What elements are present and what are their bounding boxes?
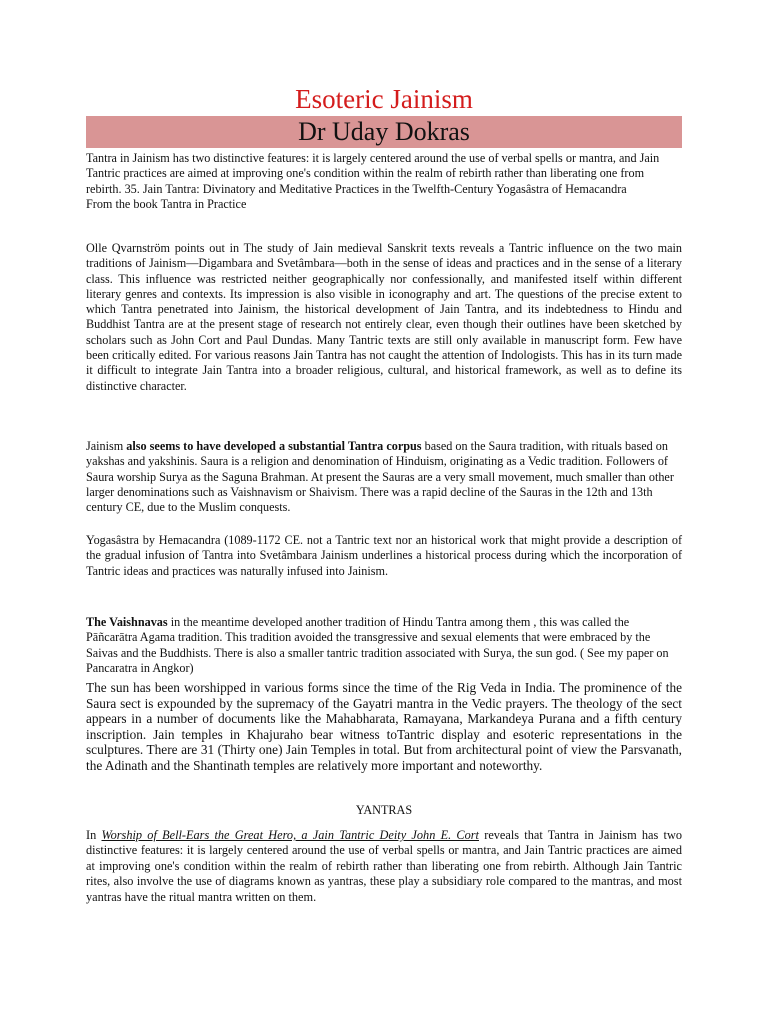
saura-lead: Jainism — [86, 439, 127, 453]
cort-rest: reveals that Tantra in Jainism has two distinctive features: it is largely centered around the use of verbal spells or mantra, and Jain Tantric practices are aimed at improving one's condition within the realm of rebirth rather than liberating one from rebirth. Although Jain Tantric rites, also involve the use of diagrams known as yantras, these play a subsidiary role compared to the mantras, and most yantras have the ritual mantra written on them. — [86, 828, 682, 904]
yantras-heading: YANTRAS — [355, 803, 413, 817]
intro-paragraph — [86, 151, 682, 212]
author-banner: Dr Uday Dokras — [86, 116, 682, 148]
sun-worship-paragraph: The sun has been worshipped in various forms since the time of the Rig Veda in India. The prominence of the Saura sect is expounded by the supremacy of the Gayatri mantra in the Vedic prayers. The theology of the sect appears in a number of documents like the Mahabharata, Ramayana, Markandeya Purana and a fifth century inscription. Jain temples in Khajuraho bear witness toTantric display and esoteric representations in the sculptures. There are 31 (Thirty one) Jain Temples in total. But from architectural point of view the Parsvanath, the Adinath and the Shantinath temples are relatively more important and noteworthy. — [86, 680, 682, 773]
cort-paragraph — [86, 828, 682, 905]
cort-title-link[interactable]: Worship of Bell-Ears the Great Hero, a Jain Tantric Deity John E. Cort — [101, 828, 479, 842]
qvarnstrom-paragraph: Olle Qvarnström points out in The study of Jain medieval Sanskrit texts reveals a Tantric influence on the two main traditions of Jainism—Digambara and Svetâmbara—both in the sense of ideas and practices and in the sense of a literary class. This influence was restricted neither geographically nor confessionally, and manifested itself within different literary genres and contexts. Its impression is also visible in iconography and art. The questions of the precise extent to which Tantra penetrated into Jainism, the historical development of Jain Tantra, and its indebtedness to Hindu and Buddhist Tantra are at the present stage of research not entirely clear, even though their outlines have been sketched by scholars such as John Cort and Paul Dundas. Many Tantric texts are still only available in manuscript form. Few have been critically edited. For various reasons Jain Tantra has not caught the attention of Indologists. This has in its turn made it difficult to integrate Jain Tantra into a broader religious, cultural, and historical framework, as well as to define its distinctive character. — [86, 241, 682, 393]
saura-rest: based on the Saura tradition, with rituals based on yakshas and yakshinis. Saura is a religion and denomination of Hinduism, originating as a Vedic tradition. Followers of Saura worship Surya as the Saguna Brahman. At present the Sauras are a very small movement, much smaller than other larger denominations such as Vaishnavism or Shaivism. There was a rapid decline of the Sauras in the 12th and 13th century CE, due to the Muslim conquests. — [86, 439, 674, 515]
intro-source: From the book Tantra in Practice — [86, 196, 247, 211]
yogasastra-paragraph: Yogasâstra by Hemacandra (1089-1172 CE. not a Tantric text nor an historical work that might provide a description of the gradual infusion of Tantra into Svetâmbara Jainism underlines a historical process during which the incorporation of Tantric ideas and practices was naturally infused into Jainism. — [86, 533, 682, 578]
intro-text: Tantra in Jainism has two distinctive features: it is largely centered around the use of verbal spells or mantra, and Jain Tantric practices are aimed at improving one's condition within the realm of rebirth rather than liberating one from rebirth. 35. Jain Tantra: Divinatory and Meditative Practices in the Twelfth-Century Yogasâstra of Hemacandra — [86, 151, 660, 196]
saura-bold: also seems to have developed a substantial Tantra corpus — [126, 439, 422, 453]
saura-paragraph — [86, 439, 682, 515]
cort-lead: In — [86, 828, 102, 842]
vaishnavas-rest: in the meantime developed another tradition of Hindu Tantra among them , this was called the Pāñcarātra Agama tradition. This tradition avoided the transgressive and sexual elements that were embraced by the Saivas and the Buddhists. There is also a smaller tantric tradition associated with Surya, the sun god. ( See my paper on Pancaratra in Angkor) — [86, 615, 669, 675]
vaishnavas-paragraph — [86, 615, 682, 676]
document-title: Esoteric Jainism — [295, 84, 473, 114]
vaishnavas-bold: The Vaishnavas — [86, 615, 168, 629]
